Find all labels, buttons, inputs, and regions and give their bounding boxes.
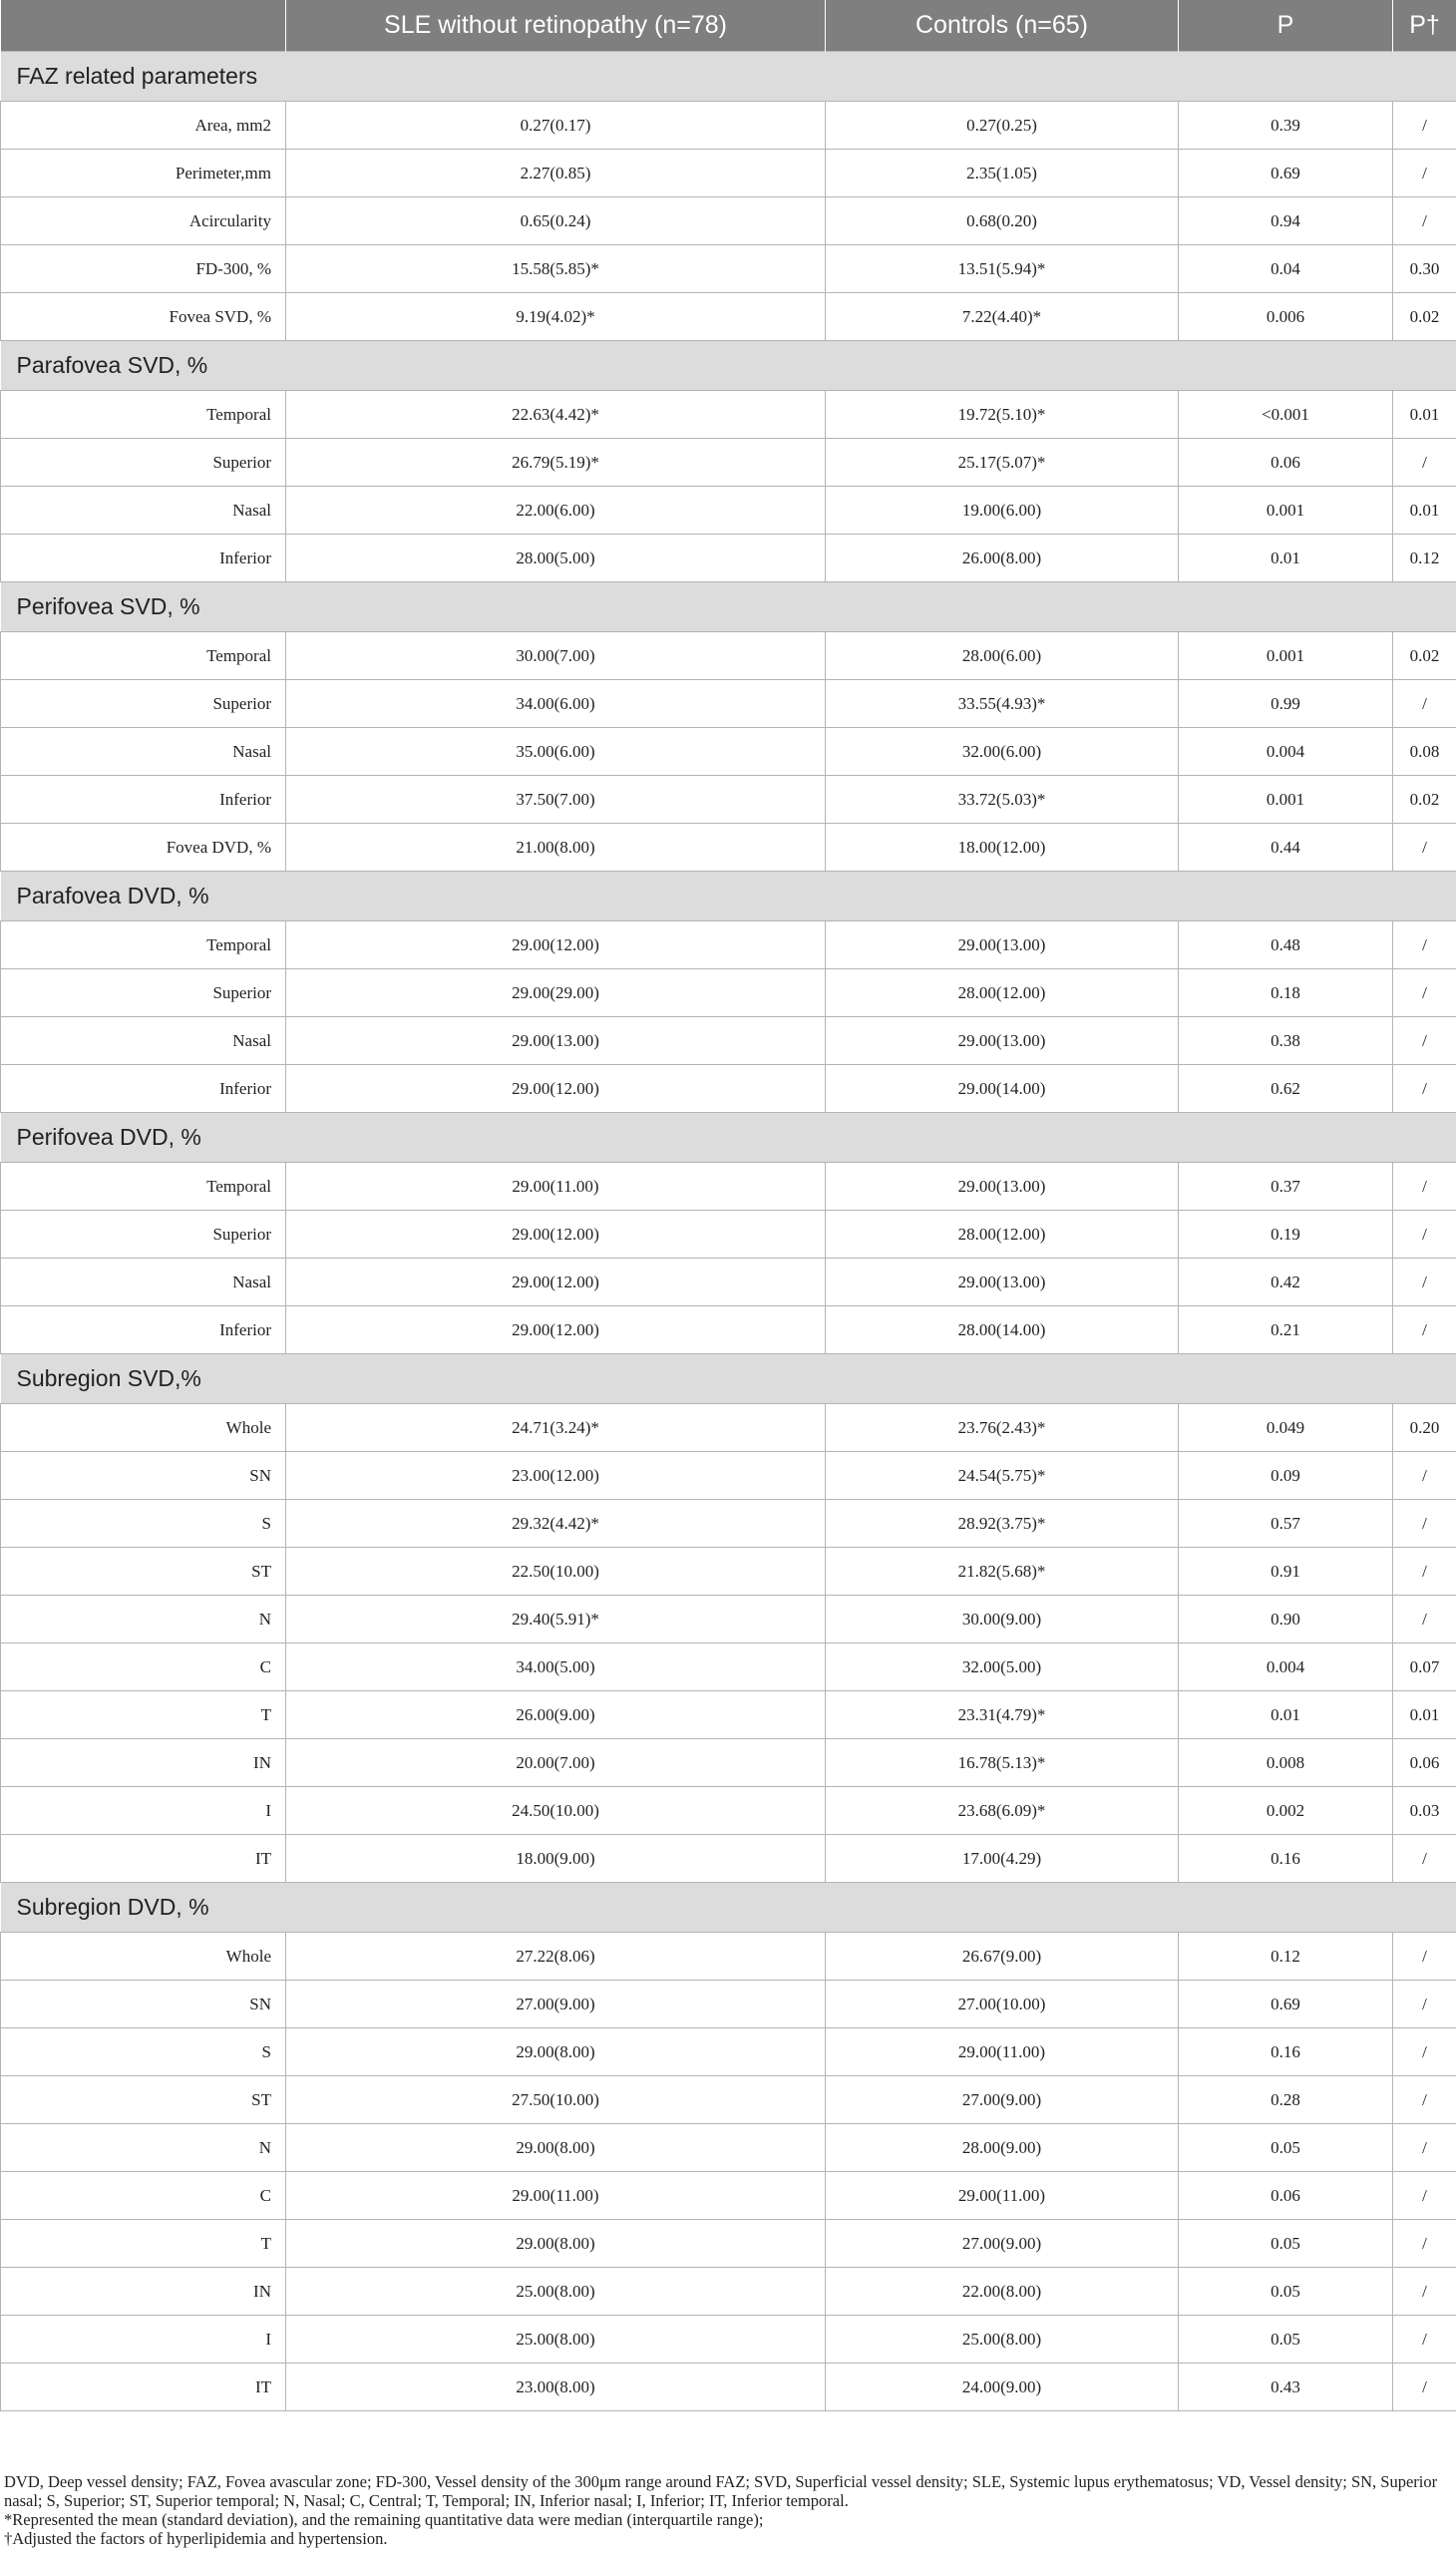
control-value: 29.00(13.00) bbox=[826, 921, 1179, 969]
row-label: SN bbox=[1, 1981, 286, 2028]
p-value: 0.39 bbox=[1179, 102, 1393, 150]
sle-value: 35.00(6.00) bbox=[286, 728, 826, 776]
p-value: 0.006 bbox=[1179, 293, 1393, 341]
row-label: Fovea SVD, % bbox=[1, 293, 286, 341]
p-value: 0.48 bbox=[1179, 921, 1393, 969]
p-adjusted-value: / bbox=[1393, 1211, 1456, 1259]
table-row bbox=[1, 150, 1456, 197]
control-value: 27.00(10.00) bbox=[826, 1981, 1179, 2028]
control-value: 32.00(5.00) bbox=[826, 1643, 1179, 1691]
table-row bbox=[1, 728, 1456, 776]
row-label: Temporal bbox=[1, 391, 286, 439]
table-row bbox=[1, 2220, 1456, 2268]
section-header-row bbox=[1, 582, 1456, 632]
section-header-row bbox=[1, 872, 1456, 921]
control-value: 24.00(9.00) bbox=[826, 2364, 1179, 2411]
p-value: 0.12 bbox=[1179, 1933, 1393, 1981]
section-header-row bbox=[1, 1883, 1456, 1933]
control-value: 19.00(6.00) bbox=[826, 487, 1179, 535]
control-value: 26.67(9.00) bbox=[826, 1933, 1179, 1981]
sle-value: 29.00(11.00) bbox=[286, 1163, 826, 1211]
table-row bbox=[1, 969, 1456, 1017]
p-adjusted-value: / bbox=[1393, 1981, 1456, 2028]
section-title: Perifovea DVD, % bbox=[1, 1113, 1456, 1163]
table-row bbox=[1, 391, 1456, 439]
sle-value: 9.19(4.02)* bbox=[286, 293, 826, 341]
row-label: Acircularity bbox=[1, 197, 286, 245]
p-value: 0.38 bbox=[1179, 1017, 1393, 1065]
p-value: 0.09 bbox=[1179, 1452, 1393, 1500]
p-value: 0.37 bbox=[1179, 1163, 1393, 1211]
control-value: 28.00(6.00) bbox=[826, 632, 1179, 680]
sle-value: 26.00(9.00) bbox=[286, 1691, 826, 1739]
p-value: 0.01 bbox=[1179, 1691, 1393, 1739]
control-value: 25.17(5.07)* bbox=[826, 439, 1179, 487]
p-value: 0.05 bbox=[1179, 2220, 1393, 2268]
control-value: 23.68(6.09)* bbox=[826, 1787, 1179, 1835]
control-value: 30.00(9.00) bbox=[826, 1596, 1179, 1643]
row-label: FD-300, % bbox=[1, 245, 286, 293]
p-adjusted-value: / bbox=[1393, 2076, 1456, 2124]
section-header-row bbox=[1, 1113, 1456, 1163]
table-row bbox=[1, 197, 1456, 245]
p-value: 0.04 bbox=[1179, 245, 1393, 293]
p-adjusted-value: / bbox=[1393, 439, 1456, 487]
p-adjusted-value: 0.02 bbox=[1393, 632, 1456, 680]
sle-value: 29.00(8.00) bbox=[286, 2220, 826, 2268]
row-label: Temporal bbox=[1, 921, 286, 969]
p-value: 0.69 bbox=[1179, 150, 1393, 197]
table-row bbox=[1, 487, 1456, 535]
control-value: 28.00(12.00) bbox=[826, 1211, 1179, 1259]
p-value: 0.06 bbox=[1179, 2172, 1393, 2220]
section-header-row bbox=[1, 52, 1456, 102]
control-value: 29.00(11.00) bbox=[826, 2172, 1179, 2220]
table-row bbox=[1, 632, 1456, 680]
row-label: T bbox=[1, 1691, 286, 1739]
p-adjusted-value: / bbox=[1393, 2172, 1456, 2220]
sle-value: 34.00(6.00) bbox=[286, 680, 826, 728]
control-value: 29.00(13.00) bbox=[826, 1259, 1179, 1306]
control-value: 0.68(0.20) bbox=[826, 197, 1179, 245]
p-value: 0.004 bbox=[1179, 1643, 1393, 1691]
p-adjusted-value: / bbox=[1393, 1306, 1456, 1354]
sle-value: 29.00(8.00) bbox=[286, 2124, 826, 2172]
control-value: 7.22(4.40)* bbox=[826, 293, 1179, 341]
header-cell-sle: SLE without retinopathy (n=78) bbox=[286, 0, 826, 52]
table-row bbox=[1, 776, 1456, 824]
table-row bbox=[1, 1933, 1456, 1981]
row-label: IN bbox=[1, 2268, 286, 2316]
row-label: SN bbox=[1, 1452, 286, 1500]
sle-value: 22.00(6.00) bbox=[286, 487, 826, 535]
p-value: 0.21 bbox=[1179, 1306, 1393, 1354]
p-adjusted-value: / bbox=[1393, 1452, 1456, 1500]
row-label: Nasal bbox=[1, 728, 286, 776]
p-adjusted-value: / bbox=[1393, 1596, 1456, 1643]
section-title: Parafovea SVD, % bbox=[1, 341, 1456, 391]
p-value: 0.16 bbox=[1179, 1835, 1393, 1883]
sle-value: 15.58(5.85)* bbox=[286, 245, 826, 293]
row-label: IN bbox=[1, 1739, 286, 1787]
control-value: 22.00(8.00) bbox=[826, 2268, 1179, 2316]
table-row bbox=[1, 1404, 1456, 1452]
sle-value: 27.22(8.06) bbox=[286, 1933, 826, 1981]
row-label: Superior bbox=[1, 969, 286, 1017]
p-adjusted-value: / bbox=[1393, 1933, 1456, 1981]
p-adjusted-value: 0.03 bbox=[1393, 1787, 1456, 1835]
header-cell-p: P bbox=[1179, 0, 1393, 52]
row-label: Nasal bbox=[1, 1017, 286, 1065]
p-adjusted-value: 0.30 bbox=[1393, 245, 1456, 293]
p-adjusted-value: / bbox=[1393, 150, 1456, 197]
p-adjusted-value: / bbox=[1393, 969, 1456, 1017]
p-adjusted-value: 0.02 bbox=[1393, 293, 1456, 341]
p-adjusted-value: / bbox=[1393, 680, 1456, 728]
sle-value: 28.00(5.00) bbox=[286, 535, 826, 582]
sle-value: 25.00(8.00) bbox=[286, 2316, 826, 2364]
table-row bbox=[1, 102, 1456, 150]
sle-value: 22.50(10.00) bbox=[286, 1548, 826, 1596]
row-label: Area, mm2 bbox=[1, 102, 286, 150]
control-value: 28.92(3.75)* bbox=[826, 1500, 1179, 1548]
p-value: 0.42 bbox=[1179, 1259, 1393, 1306]
control-value: 33.55(4.93)* bbox=[826, 680, 1179, 728]
p-adjusted-value: 0.20 bbox=[1393, 1404, 1456, 1452]
row-label: I bbox=[1, 1787, 286, 1835]
p-value: 0.91 bbox=[1179, 1548, 1393, 1596]
p-value: 0.05 bbox=[1179, 2268, 1393, 2316]
row-label: Temporal bbox=[1, 1163, 286, 1211]
sle-value: 29.00(29.00) bbox=[286, 969, 826, 1017]
row-label: N bbox=[1, 2124, 286, 2172]
row-label: S bbox=[1, 2028, 286, 2076]
p-value: 0.44 bbox=[1179, 824, 1393, 872]
sle-value: 30.00(7.00) bbox=[286, 632, 826, 680]
row-label: N bbox=[1, 1596, 286, 1643]
sle-value: 29.32(4.42)* bbox=[286, 1500, 826, 1548]
table-row bbox=[1, 293, 1456, 341]
p-adjusted-value: / bbox=[1393, 1065, 1456, 1113]
control-value: 32.00(6.00) bbox=[826, 728, 1179, 776]
p-value: 0.57 bbox=[1179, 1500, 1393, 1548]
table-row bbox=[1, 2364, 1456, 2411]
p-value: 0.01 bbox=[1179, 535, 1393, 582]
control-value: 29.00(14.00) bbox=[826, 1065, 1179, 1113]
row-label: Inferior bbox=[1, 1065, 286, 1113]
control-value: 24.54(5.75)* bbox=[826, 1452, 1179, 1500]
p-value: 0.94 bbox=[1179, 197, 1393, 245]
control-value: 29.00(11.00) bbox=[826, 2028, 1179, 2076]
p-adjusted-value: / bbox=[1393, 824, 1456, 872]
table-header-row bbox=[1, 0, 1456, 52]
sle-value: 34.00(5.00) bbox=[286, 1643, 826, 1691]
section-title: Parafovea DVD, % bbox=[1, 872, 1456, 921]
table-row bbox=[1, 1596, 1456, 1643]
p-adjusted-value: / bbox=[1393, 102, 1456, 150]
control-value: 25.00(8.00) bbox=[826, 2316, 1179, 2364]
sle-value: 23.00(12.00) bbox=[286, 1452, 826, 1500]
footnote-adjusted: †Adjusted the factors of hyperlipidemia and hypertension. bbox=[4, 2529, 388, 2548]
sle-value: 25.00(8.00) bbox=[286, 2268, 826, 2316]
row-label: C bbox=[1, 2172, 286, 2220]
control-value: 19.72(5.10)* bbox=[826, 391, 1179, 439]
p-adjusted-value: / bbox=[1393, 1548, 1456, 1596]
p-value: 0.049 bbox=[1179, 1404, 1393, 1452]
row-label: T bbox=[1, 2220, 286, 2268]
sle-value: 27.00(9.00) bbox=[286, 1981, 826, 2028]
sle-value: 29.00(8.00) bbox=[286, 2028, 826, 2076]
p-value: 0.001 bbox=[1179, 487, 1393, 535]
section-title: FAZ related parameters bbox=[1, 52, 1456, 102]
p-value: 0.008 bbox=[1179, 1739, 1393, 1787]
table-row bbox=[1, 1739, 1456, 1787]
sle-value: 29.40(5.91)* bbox=[286, 1596, 826, 1643]
control-value: 28.00(14.00) bbox=[826, 1306, 1179, 1354]
table-footnotes bbox=[4, 2472, 1450, 2548]
p-value: 0.001 bbox=[1179, 632, 1393, 680]
row-label: Nasal bbox=[1, 1259, 286, 1306]
control-value: 2.35(1.05) bbox=[826, 150, 1179, 197]
p-value: 0.43 bbox=[1179, 2364, 1393, 2411]
p-value: 0.004 bbox=[1179, 728, 1393, 776]
table-row bbox=[1, 2316, 1456, 2364]
p-adjusted-value: 0.12 bbox=[1393, 535, 1456, 582]
sle-value: 23.00(8.00) bbox=[286, 2364, 826, 2411]
sle-value: 29.00(13.00) bbox=[286, 1017, 826, 1065]
row-label: Fovea DVD, % bbox=[1, 824, 286, 872]
row-label: Inferior bbox=[1, 776, 286, 824]
p-value: 0.002 bbox=[1179, 1787, 1393, 1835]
section-title: Subregion SVD,% bbox=[1, 1354, 1456, 1404]
row-label: C bbox=[1, 1643, 286, 1691]
row-label: Whole bbox=[1, 1933, 286, 1981]
footnote-mean-sd: *Represented the mean (standard deviation), and the remaining quantitative data were median (interquartile range); bbox=[4, 2510, 764, 2529]
p-value: 0.19 bbox=[1179, 1211, 1393, 1259]
control-value: 13.51(5.94)* bbox=[826, 245, 1179, 293]
row-label: ST bbox=[1, 1548, 286, 1596]
row-label: Perimeter,mm bbox=[1, 150, 286, 197]
sle-value: 20.00(7.00) bbox=[286, 1739, 826, 1787]
sle-value: 37.50(7.00) bbox=[286, 776, 826, 824]
table-row bbox=[1, 1306, 1456, 1354]
p-adjusted-value: 0.06 bbox=[1393, 1739, 1456, 1787]
header-cell-p-adjusted: P† bbox=[1393, 0, 1456, 52]
sle-value: 29.00(12.00) bbox=[286, 1211, 826, 1259]
control-value: 28.00(12.00) bbox=[826, 969, 1179, 1017]
control-value: 23.76(2.43)* bbox=[826, 1404, 1179, 1452]
p-value: 0.16 bbox=[1179, 2028, 1393, 2076]
sle-value: 0.27(0.17) bbox=[286, 102, 826, 150]
control-value: 26.00(8.00) bbox=[826, 535, 1179, 582]
table-row bbox=[1, 2172, 1456, 2220]
control-value: 18.00(12.00) bbox=[826, 824, 1179, 872]
row-label: Inferior bbox=[1, 535, 286, 582]
sle-value: 27.50(10.00) bbox=[286, 2076, 826, 2124]
p-adjusted-value: 0.08 bbox=[1393, 728, 1456, 776]
row-label: Inferior bbox=[1, 1306, 286, 1354]
p-adjusted-value: / bbox=[1393, 1500, 1456, 1548]
p-adjusted-value: 0.01 bbox=[1393, 1691, 1456, 1739]
sle-value: 24.71(3.24)* bbox=[286, 1404, 826, 1452]
control-value: 23.31(4.79)* bbox=[826, 1691, 1179, 1739]
section-header-row bbox=[1, 1354, 1456, 1404]
row-label: Superior bbox=[1, 680, 286, 728]
p-value: 0.06 bbox=[1179, 439, 1393, 487]
table-row bbox=[1, 1017, 1456, 1065]
p-adjusted-value: / bbox=[1393, 1163, 1456, 1211]
p-value: 0.05 bbox=[1179, 2316, 1393, 2364]
sle-value: 29.00(12.00) bbox=[286, 1259, 826, 1306]
p-adjusted-value: / bbox=[1393, 2268, 1456, 2316]
table-row bbox=[1, 1691, 1456, 1739]
p-value: 0.18 bbox=[1179, 969, 1393, 1017]
table-row bbox=[1, 2028, 1456, 2076]
row-label: S bbox=[1, 1500, 286, 1548]
p-adjusted-value: / bbox=[1393, 2220, 1456, 2268]
section-header-row bbox=[1, 341, 1456, 391]
control-value: 16.78(5.13)* bbox=[826, 1739, 1179, 1787]
p-value: 0.99 bbox=[1179, 680, 1393, 728]
p-value: 0.90 bbox=[1179, 1596, 1393, 1643]
sle-value: 21.00(8.00) bbox=[286, 824, 826, 872]
row-label: Whole bbox=[1, 1404, 286, 1452]
sle-value: 18.00(9.00) bbox=[286, 1835, 826, 1883]
table-body bbox=[1, 52, 1456, 2411]
row-label: Nasal bbox=[1, 487, 286, 535]
row-label: IT bbox=[1, 2364, 286, 2411]
table-row bbox=[1, 824, 1456, 872]
table-row bbox=[1, 1163, 1456, 1211]
control-value: 33.72(5.03)* bbox=[826, 776, 1179, 824]
footnote-abbreviations: DVD, Deep vessel density; FAZ, Fovea avascular zone; FD-300, Vessel density of the 300μm range around FAZ; SVD, Superficial vessel density; SLE, Systemic lupus erythematosus; VD, Vessel density; SN, Superior nasal; S, Superior; ST, Superior temporal; N, Nasal; C, Central; T, Temporal; IN, Inferior nasal; I, Inferior; IT, Inferior temporal. bbox=[4, 2472, 1438, 2510]
control-value: 21.82(5.68)* bbox=[826, 1548, 1179, 1596]
p-adjusted-value: / bbox=[1393, 1259, 1456, 1306]
p-adjusted-value: 0.01 bbox=[1393, 391, 1456, 439]
table-row bbox=[1, 1211, 1456, 1259]
table-row bbox=[1, 1452, 1456, 1500]
control-value: 27.00(9.00) bbox=[826, 2076, 1179, 2124]
table-row bbox=[1, 680, 1456, 728]
table-row bbox=[1, 1259, 1456, 1306]
sle-value: 26.79(5.19)* bbox=[286, 439, 826, 487]
control-value: 29.00(13.00) bbox=[826, 1163, 1179, 1211]
row-label: Superior bbox=[1, 439, 286, 487]
section-title: Perifovea SVD, % bbox=[1, 582, 1456, 632]
p-adjusted-value: / bbox=[1393, 2124, 1456, 2172]
sle-value: 24.50(10.00) bbox=[286, 1787, 826, 1835]
table-row bbox=[1, 1787, 1456, 1835]
p-adjusted-value: / bbox=[1393, 921, 1456, 969]
row-label: ST bbox=[1, 2076, 286, 2124]
sle-value: 2.27(0.85) bbox=[286, 150, 826, 197]
p-adjusted-value: / bbox=[1393, 2028, 1456, 2076]
control-value: 29.00(13.00) bbox=[826, 1017, 1179, 1065]
table-row bbox=[1, 1548, 1456, 1596]
table-row bbox=[1, 921, 1456, 969]
sle-value: 29.00(12.00) bbox=[286, 921, 826, 969]
row-label: I bbox=[1, 2316, 286, 2364]
p-adjusted-value: / bbox=[1393, 1835, 1456, 1883]
p-adjusted-value: 0.07 bbox=[1393, 1643, 1456, 1691]
header-cell-controls: Controls (n=65) bbox=[826, 0, 1179, 52]
table-row bbox=[1, 245, 1456, 293]
p-adjusted-value: / bbox=[1393, 2316, 1456, 2364]
section-title: Subregion DVD, % bbox=[1, 1883, 1456, 1933]
table-row bbox=[1, 2076, 1456, 2124]
sle-value: 0.65(0.24) bbox=[286, 197, 826, 245]
row-label: IT bbox=[1, 1835, 286, 1883]
table-row bbox=[1, 1835, 1456, 1883]
control-value: 28.00(9.00) bbox=[826, 2124, 1179, 2172]
p-adjusted-value: / bbox=[1393, 2364, 1456, 2411]
p-value: 0.28 bbox=[1179, 2076, 1393, 2124]
p-value: 0.62 bbox=[1179, 1065, 1393, 1113]
table-row bbox=[1, 2268, 1456, 2316]
p-adjusted-value: / bbox=[1393, 197, 1456, 245]
sle-value: 29.00(11.00) bbox=[286, 2172, 826, 2220]
sle-value: 22.63(4.42)* bbox=[286, 391, 826, 439]
table-row bbox=[1, 535, 1456, 582]
p-adjusted-value: 0.01 bbox=[1393, 487, 1456, 535]
p-adjusted-value: / bbox=[1393, 1017, 1456, 1065]
table-row bbox=[1, 439, 1456, 487]
table-row bbox=[1, 1643, 1456, 1691]
table-row bbox=[1, 1981, 1456, 2028]
row-label: Superior bbox=[1, 1211, 286, 1259]
row-label: Temporal bbox=[1, 632, 286, 680]
control-value: 0.27(0.25) bbox=[826, 102, 1179, 150]
p-adjusted-value: 0.02 bbox=[1393, 776, 1456, 824]
p-value: 0.69 bbox=[1179, 1981, 1393, 2028]
table-row bbox=[1, 1065, 1456, 1113]
p-value: <0.001 bbox=[1179, 391, 1393, 439]
table-row bbox=[1, 2124, 1456, 2172]
control-value: 27.00(9.00) bbox=[826, 2220, 1179, 2268]
table-row bbox=[1, 1500, 1456, 1548]
p-value: 0.05 bbox=[1179, 2124, 1393, 2172]
sle-value: 29.00(12.00) bbox=[286, 1065, 826, 1113]
p-value: 0.001 bbox=[1179, 776, 1393, 824]
sle-value: 29.00(12.00) bbox=[286, 1306, 826, 1354]
header-cell-blank bbox=[1, 0, 286, 52]
control-value: 17.00(4.29) bbox=[826, 1835, 1179, 1883]
